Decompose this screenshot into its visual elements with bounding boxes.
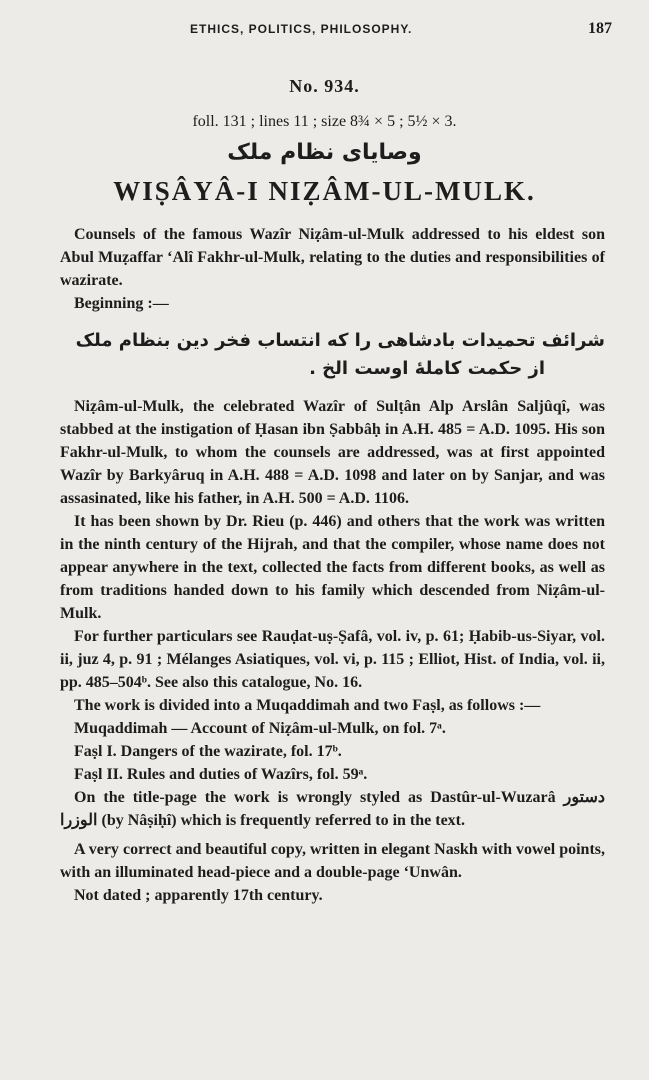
incipit-line-1: شرائف تحمیدات بادشاهی را که انتساب فخر دین بنظام ملک bbox=[75, 330, 605, 351]
incipit-line-2: از حکمت کاملهٔ اوست الخ . bbox=[309, 358, 545, 379]
running-head bbox=[0, 20, 649, 42]
entry-title: WIṢÂYÂ-I NIẒÂM-UL-MULK. bbox=[113, 176, 536, 206]
title-page-paragraph: On the title-page the work is wrongly styled as Dastûr-ul-Wuzarâ دستور الوزرا (by Nâṣiḥî) which is frequently referred to in the text. bbox=[60, 789, 605, 829]
division-paragraph: The work is divided into a Muqaddimah and two Faṣl, as follows :— bbox=[74, 697, 541, 714]
contents-item: Faṣl II. Rules and duties of Wazîrs, fol. 59ᵃ. bbox=[74, 766, 368, 783]
arabic-title: وصایای نظام ملک bbox=[227, 140, 422, 165]
beginning-label: Beginning :— bbox=[74, 295, 169, 312]
description-paragraph: Counsels of the famous Wazîr Niẓâm-ul-Mulk addressed to his eldest son Abul Muẓaffar ‘Alî Fakhr-ul-Mulk, relating to the duties and responsibilities of wazirate. bbox=[60, 226, 605, 289]
entry-number: No. 934. bbox=[289, 76, 360, 96]
references-paragraph: For further particulars see Rauḍat-uṣ-Ṣafâ, vol. iv, p. 61; Ḥabib-us-Siyar, vol. ii, juz 4, p. 91 ; Mélanges Asiatiques, vol. vi, p. 115 ; Elliot, Hist. of India, vol. ii, pp. 485–504ᵇ. See also this catalogue, No. 16. bbox=[60, 628, 605, 691]
physical-description: foll. 131 ; lines 11 ; size 8¾ × 5 ; 5½ × 3. bbox=[192, 113, 457, 130]
history-paragraph: Niẓâm-ul-Mulk, the celebrated Wazîr of Sulṭân Alp Arslân Saljûqî, was stabbed at the instigation of Ḥasan ibn Ṣabbâḥ in A.H. 485 = A.D. 1095. His son Fakhr-ul-Mulk, to whom the counsels are addressed, was at first appointed Wazîr by Barkyâruq in A.H. 488 = A.D. 1098 and later on by Sanjar, and was assasinated, like his father, in A.H. 500 = A.D. 1106. bbox=[60, 398, 605, 507]
authorship-paragraph: It has been shown by Dr. Rieu (p. 446) and others that the work was written in the ninth century of the Hijrah, and that the compiler, whose name does not appear anywhere in the text, collected the facts from different books, as well as from traditions handed down to his family which descended from Niẓâm-ul-Mulk. bbox=[60, 513, 605, 622]
entry-body bbox=[60, 223, 605, 907]
copy-description-paragraph: A very correct and beautiful copy, written in elegant Naskh with vowel points, with an illuminated head-piece and a double-page ‘Unwân. bbox=[60, 841, 605, 881]
date-paragraph: Not dated ; apparently 17th century. bbox=[74, 887, 323, 904]
contents-item: Muqaddimah — Account of Niẓâm-ul-Mulk, on fol. 7ᵃ. bbox=[74, 720, 446, 737]
page-number: 187 bbox=[588, 20, 612, 37]
running-head-title: ETHICS, POLITICS, PHILOSOPHY. bbox=[190, 22, 413, 36]
contents-item: Faṣl I. Dangers of the wazirate, fol. 17ᵇ. bbox=[74, 743, 342, 760]
